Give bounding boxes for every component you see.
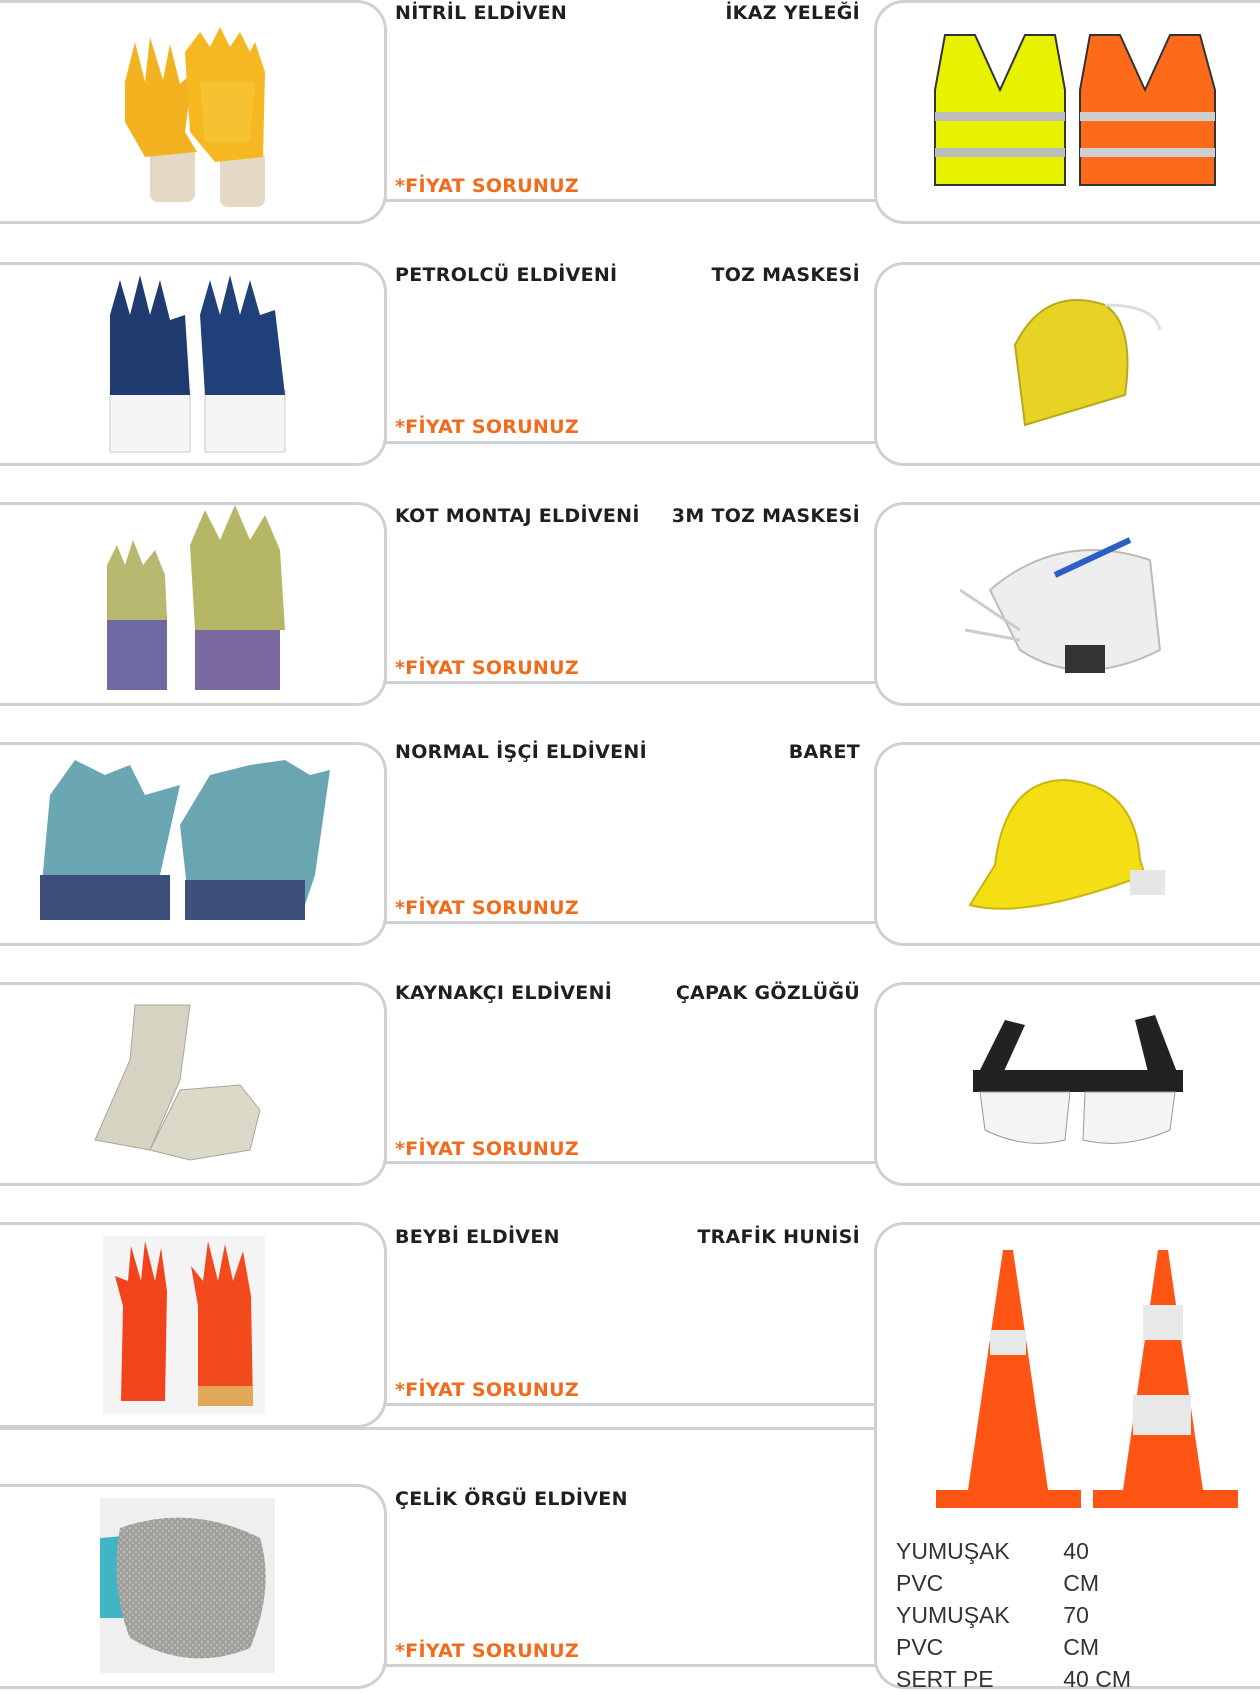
cone-spec-name: YUMUŞAK PVC (896, 1602, 1010, 1660)
product-title: BARET (788, 741, 860, 763)
product-title: NİTRİL ELDİVEN (395, 2, 568, 24)
petrolcu-glove-image (105, 275, 290, 455)
dust-mask-image (1005, 285, 1165, 445)
price-label: *FİYAT SORUNUZ (395, 1640, 579, 1662)
3m-dust-mask-image (960, 520, 1190, 685)
product-title: TRAFİK HUNİSİ (697, 1226, 860, 1248)
cone-spec-name: YUMUŞAK PVC (896, 1538, 1010, 1596)
cone-spec-row (896, 1535, 1131, 1599)
product-title: BEYBİ ELDİVEN (395, 1226, 560, 1248)
beybi-glove-image (103, 1236, 265, 1414)
normal-isci-glove-image (30, 755, 340, 925)
product-info-row-5 (383, 982, 877, 1164)
cone-spec-row (896, 1663, 1131, 1695)
cone-spec-name: SERT PE (896, 1666, 994, 1692)
product-title: ÇELİK ÖRGÜ ELDİVEN (395, 1488, 628, 1510)
price-label: *FİYAT SORUNUZ (395, 1379, 579, 1401)
price-label: *FİYAT SORUNUZ (395, 416, 579, 438)
kot-montaj-glove-image (105, 505, 290, 695)
safety-glasses-image (965, 1010, 1190, 1150)
cone-spec-size: 40 CM (1063, 1538, 1100, 1596)
hard-hat-image (965, 765, 1185, 925)
traffic-cone-image (928, 1245, 1238, 1515)
nitril-glove-image (105, 22, 275, 207)
price-label: *FİYAT SORUNUZ (395, 657, 579, 679)
kaynakci-glove-image (90, 1000, 270, 1165)
product-title: TOZ MASKESİ (711, 264, 860, 286)
product-title: İKAZ YELEĞİ (725, 2, 860, 24)
cone-spec-size: 70 CM (1063, 1602, 1100, 1660)
safety-vest-image (925, 30, 1220, 190)
price-label: *FİYAT SORUNUZ (395, 175, 579, 197)
product-info-row-1 (383, 0, 877, 202)
product-title: 3M TOZ MASKESİ (671, 505, 860, 527)
product-title: ÇAPAK GÖZLÜĞÜ (675, 982, 860, 1004)
celik-orgu-glove-image (100, 1498, 275, 1673)
cone-spec-row (896, 1599, 1131, 1663)
product-title: NORMAL İŞÇİ ELDİVENİ (395, 741, 647, 763)
cone-spec-list (896, 1535, 1131, 1695)
product-title: PETROLCÜ ELDİVENİ (395, 264, 618, 286)
product-title: KAYNAKÇI ELDİVENİ (395, 982, 613, 1004)
product-title: KOT MONTAJ ELDİVENİ (395, 505, 640, 527)
cone-spec-size: 40 CM (1063, 1666, 1131, 1692)
divider (0, 1427, 877, 1430)
price-label: *FİYAT SORUNUZ (395, 897, 579, 919)
price-label: *FİYAT SORUNUZ (395, 1138, 579, 1160)
